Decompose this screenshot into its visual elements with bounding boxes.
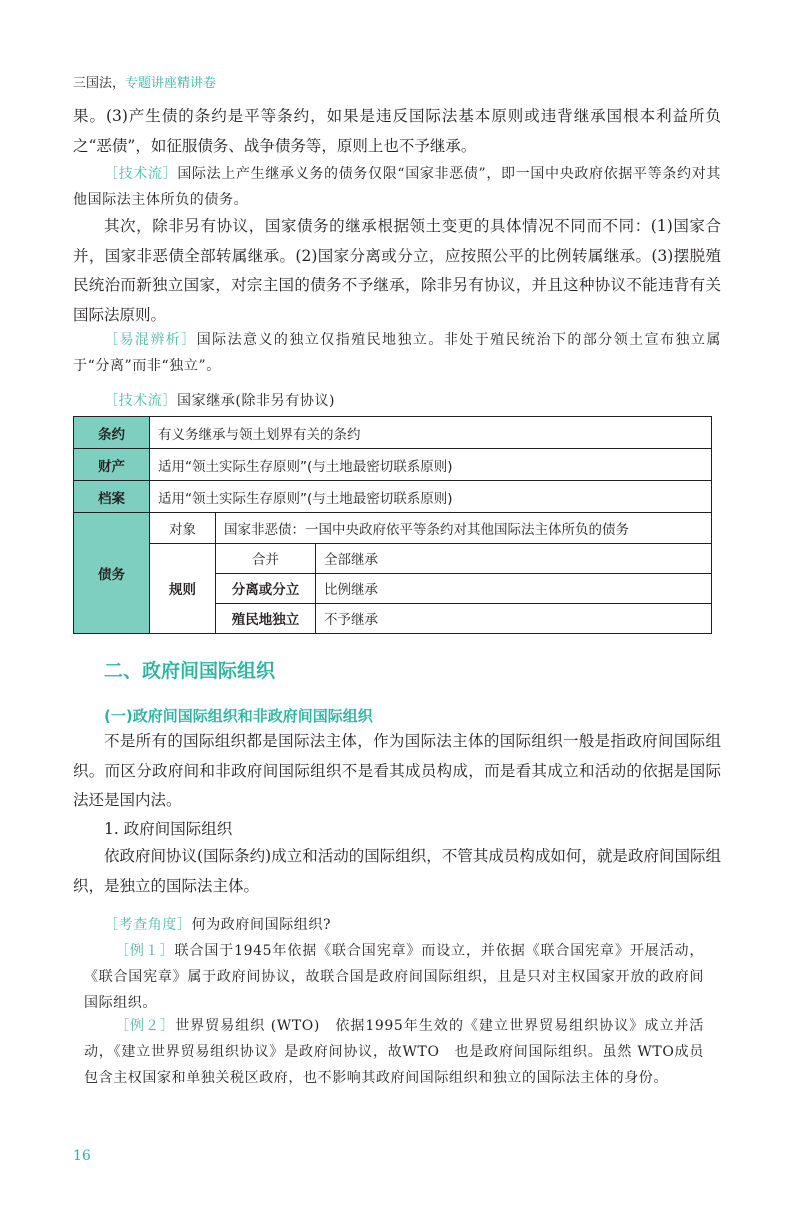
paragraph-debt-conditions: 果。(3)产生债的条约是平等条约，如果是违反国际法基本原则或违背继承国根本利益所负之“恶债”，如征服债务、战争债务等，原则上也不予继承。 — [73, 107, 721, 155]
tip-tag: ［技术流］ — [104, 166, 178, 182]
tip-technique-2 — [73, 388, 721, 414]
tip-text: 国家继承(除非另有协议) — [177, 393, 336, 409]
tip-confusion — [73, 327, 721, 379]
header-book: 三国法 — [73, 76, 113, 91]
page-number: 16 — [73, 1148, 91, 1164]
cell-object-text: 国家非恶债：一国中央政府依平等条约对其他国际法主体所负的债务 — [216, 513, 712, 543]
cell-property: 适用“领土实际生存原则”(与土地最密切联系原则) — [150, 449, 712, 481]
tip-tag: ［技术流］ — [104, 393, 177, 409]
cell-rule-case: 合并 — [216, 543, 316, 573]
paragraph-item-heading: 1. 政府间国际组织 — [104, 820, 233, 838]
cell-archives: 适用“领土实际生存原则”(与土地最密切联系原则) — [150, 481, 712, 513]
cell-rule-result: 比例继承 — [316, 573, 712, 603]
tip-text: 国际法上产生继承义务的债务仅限“国家非恶债”，即一国中央政府依据平等条约对其他国际法主体所负的债务。 — [73, 166, 721, 208]
paragraph-org-definition: 依政府间协议(国际条约)成立和活动的国际组织，不管其成员构成如何，就是政府间国际组织，是独立的国际法主体。 — [73, 847, 721, 895]
exam-angle — [73, 912, 721, 938]
angle-text: 何为政府间国际组织? — [191, 917, 332, 933]
example-tag: ［例２］ — [115, 1018, 176, 1034]
running-header — [73, 72, 216, 91]
section-heading: 二、政府间国际组织 — [104, 660, 276, 682]
cell-rule-case: 殖民地独立 — [216, 603, 316, 633]
example-text: 世界贸易组织 (WTO) 依据1995年生效的《建立世界贸易组织协议》成立并活动，《建立世界贸易组织协议》是政府间协议，故WTO 也是政府间国际组织。虽然 WTO成员包含主权国家和单独关税区政府，也不影响其政府间国际组织和独立的国际法主体的身份。 — [84, 1018, 705, 1086]
table-row — [74, 513, 712, 543]
state-succession-table — [73, 416, 712, 634]
example-text: 联合国于1945年依据《联合国宪章》而设立，并依据《联合国宪章》开展活动，《联合国宪章》属于政府间协议，故联合国是政府间国际组织，且是只对主权国家开放的政府间国际组织。 — [84, 943, 705, 1011]
cell-object-label: 对象 — [150, 513, 216, 543]
example-tag: ［例１］ — [115, 943, 175, 959]
tip-text: 国际法意义的独立仅指殖民地独立。非处于殖民统治下的部分领土宣布独立属于“分离”而非“独立”。 — [73, 332, 721, 374]
paragraph-debt-succession: 其次，除非另有协议，国家债务的继承根据领土变更的具体情况不同而不同：(1)国家合并，国家非恶债全部转属继承。(2)国家分离或分立，应按照公平的比例转属继承。(3)摆脱殖民统治而新独立国家，对宗主国的债务不予继承，除非另有协议，并且这种协议不能违背有关国际法原则。 — [73, 217, 721, 324]
paragraph-org-subjects: 不是所有的国际组织都是国际法主体，作为国际法主体的国际组织一般是指政府间国际组织。而区分政府间和非政府间国际组织不是看其成员构成，而是看其成立和活动的依据是国际法还是国内法。 — [73, 732, 721, 809]
table-row — [74, 417, 712, 449]
table-row — [74, 481, 712, 513]
tip-tag: ［易混辨析］ — [104, 332, 197, 348]
cat-debt: 债务 — [74, 513, 150, 634]
cat-property: 财产 — [74, 449, 150, 481]
table-row — [74, 449, 712, 481]
table-row — [74, 543, 712, 573]
cell-treaty: 有义务继承与领土划界有关的条约 — [150, 417, 712, 449]
example-2 — [84, 1013, 704, 1091]
cell-rule-result: 不予继承 — [316, 603, 712, 633]
subsection-heading: (一)政府间国际组织和非政府间国际组织 — [104, 707, 373, 725]
header-separator: ， — [112, 76, 126, 91]
cat-archives: 档案 — [74, 481, 150, 513]
cat-treaty: 条约 — [74, 417, 150, 449]
cell-rule-result: 全部继承 — [316, 543, 712, 573]
angle-tag: ［考查角度］ — [104, 917, 192, 933]
cell-rules-label: 规则 — [150, 543, 216, 633]
tip-technique-1 — [73, 161, 721, 213]
cell-rule-case: 分离或分立 — [216, 573, 316, 603]
example-1 — [84, 938, 704, 1016]
header-subtitle: 专题讲座精讲卷 — [125, 76, 217, 91]
